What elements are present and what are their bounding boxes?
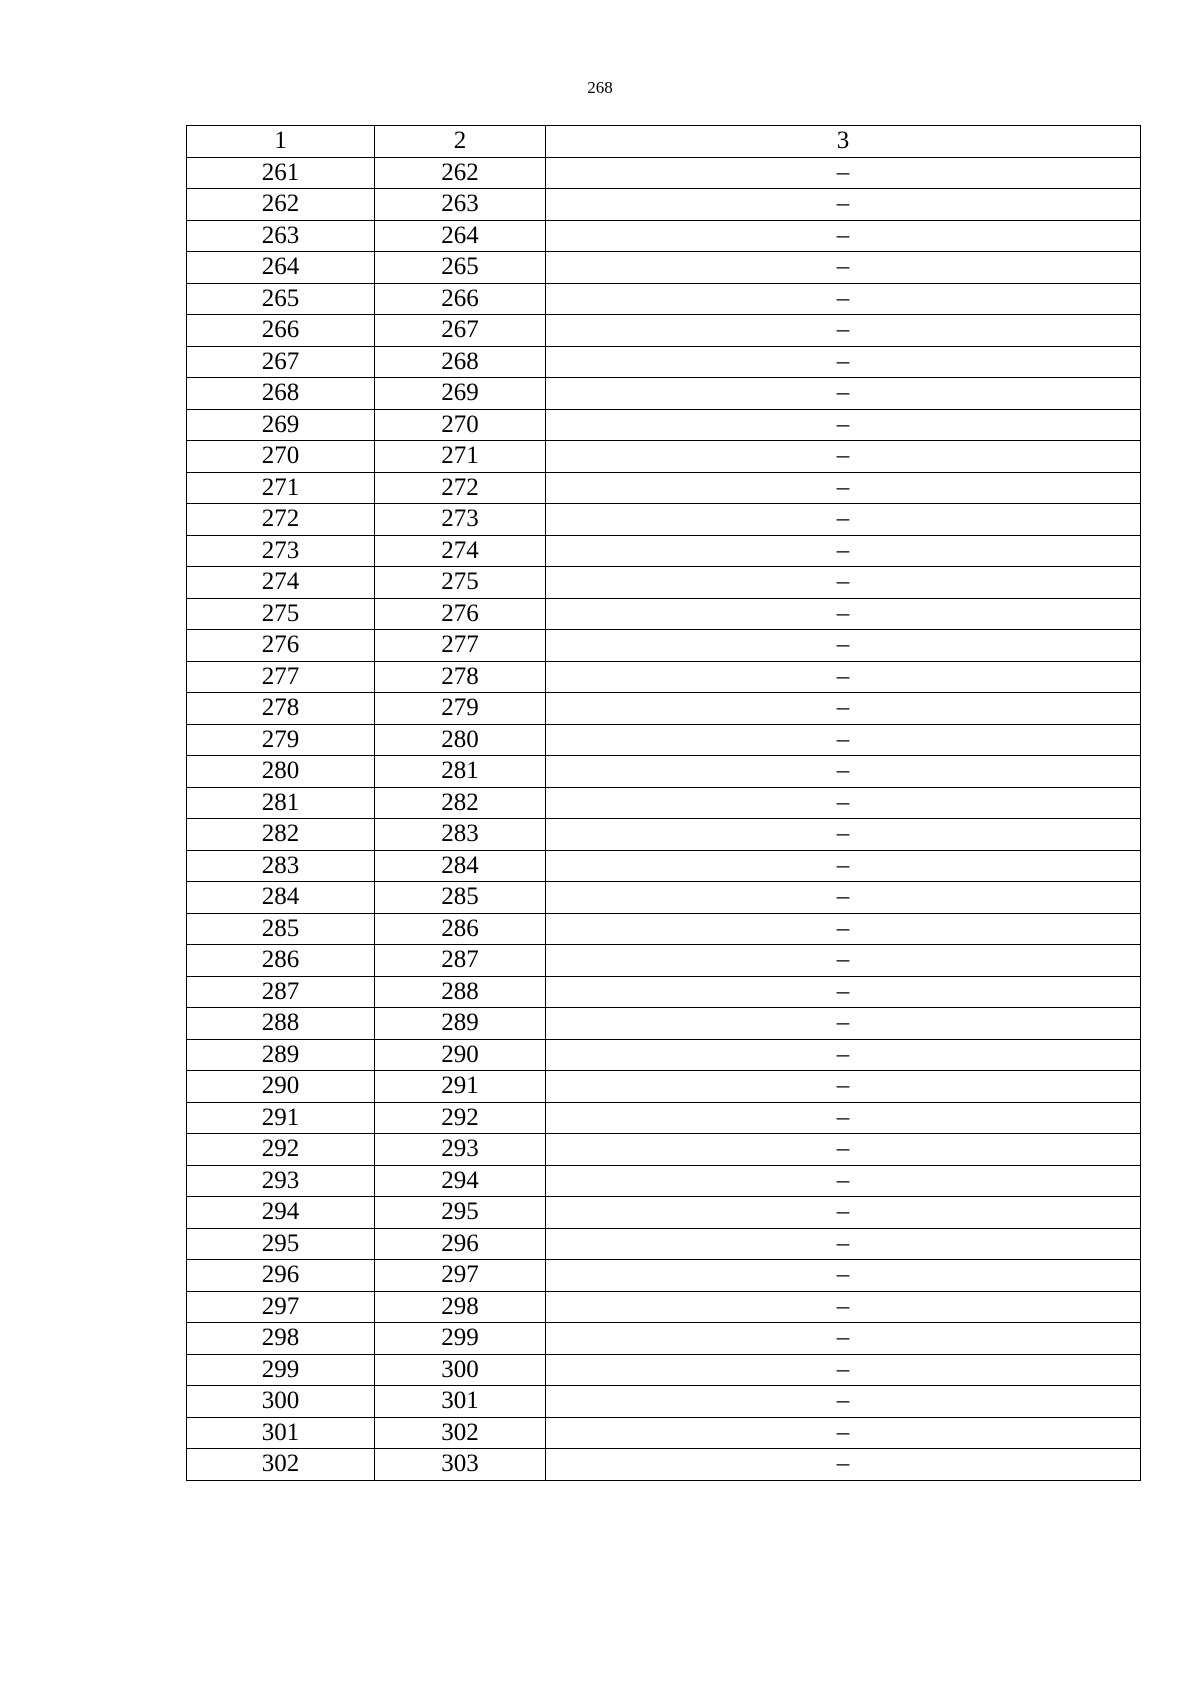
table-row bbox=[187, 850, 1141, 882]
page-number: 268 bbox=[587, 78, 613, 97]
from-cell: 297 bbox=[187, 1291, 375, 1323]
to-cell: 283 bbox=[375, 819, 546, 851]
value-cell: – bbox=[546, 630, 1141, 662]
value-cell: – bbox=[546, 315, 1141, 347]
table-row bbox=[187, 1449, 1141, 1481]
value-cell: – bbox=[546, 724, 1141, 756]
from-cell: 261 bbox=[187, 157, 375, 189]
to-cell: 265 bbox=[375, 252, 546, 284]
value-cell: – bbox=[546, 441, 1141, 473]
table-row bbox=[187, 472, 1141, 504]
from-cell: 268 bbox=[187, 378, 375, 410]
table-row bbox=[187, 189, 1141, 221]
to-cell: 284 bbox=[375, 850, 546, 882]
table-row bbox=[187, 157, 1141, 189]
value-cell: – bbox=[546, 598, 1141, 630]
from-cell: 291 bbox=[187, 1102, 375, 1134]
to-cell: 271 bbox=[375, 441, 546, 473]
from-cell: 271 bbox=[187, 472, 375, 504]
to-cell: 269 bbox=[375, 378, 546, 410]
to-cell: 288 bbox=[375, 976, 546, 1008]
value-cell: – bbox=[546, 1102, 1141, 1134]
to-cell: 267 bbox=[375, 315, 546, 347]
value-cell: – bbox=[546, 693, 1141, 725]
table-row bbox=[187, 1071, 1141, 1103]
to-cell: 302 bbox=[375, 1417, 546, 1449]
from-cell: 275 bbox=[187, 598, 375, 630]
to-cell: 290 bbox=[375, 1039, 546, 1071]
to-cell: 272 bbox=[375, 472, 546, 504]
table-row bbox=[187, 1386, 1141, 1418]
table-row bbox=[187, 1039, 1141, 1071]
table-row bbox=[187, 882, 1141, 914]
value-cell: – bbox=[546, 567, 1141, 599]
table-body bbox=[187, 126, 1141, 1481]
value-cell: – bbox=[546, 378, 1141, 410]
to-cell: 300 bbox=[375, 1354, 546, 1386]
table-row bbox=[187, 693, 1141, 725]
value-cell: – bbox=[546, 913, 1141, 945]
to-cell: 286 bbox=[375, 913, 546, 945]
table-row bbox=[187, 630, 1141, 662]
table-row bbox=[187, 945, 1141, 977]
from-cell: 274 bbox=[187, 567, 375, 599]
value-cell: – bbox=[546, 787, 1141, 819]
table-row bbox=[187, 1134, 1141, 1166]
to-cell: 301 bbox=[375, 1386, 546, 1418]
to-cell: 289 bbox=[375, 1008, 546, 1040]
table-row bbox=[187, 220, 1141, 252]
value-cell: – bbox=[546, 472, 1141, 504]
value-cell: – bbox=[546, 1134, 1141, 1166]
table-row bbox=[187, 1323, 1141, 1355]
table-row bbox=[187, 787, 1141, 819]
to-cell: 292 bbox=[375, 1102, 546, 1134]
from-cell: 285 bbox=[187, 913, 375, 945]
from-cell: 269 bbox=[187, 409, 375, 441]
value-cell: – bbox=[546, 945, 1141, 977]
table-row bbox=[187, 252, 1141, 284]
from-cell: 301 bbox=[187, 1417, 375, 1449]
value-cell: – bbox=[546, 976, 1141, 1008]
value-cell: – bbox=[546, 504, 1141, 536]
value-cell: – bbox=[546, 189, 1141, 221]
table-row bbox=[187, 756, 1141, 788]
to-cell: 274 bbox=[375, 535, 546, 567]
table-row bbox=[187, 315, 1141, 347]
to-cell: 264 bbox=[375, 220, 546, 252]
value-cell: – bbox=[546, 346, 1141, 378]
from-cell: 267 bbox=[187, 346, 375, 378]
table-row bbox=[187, 819, 1141, 851]
value-cell: – bbox=[546, 220, 1141, 252]
table-row bbox=[187, 1291, 1141, 1323]
from-cell: 289 bbox=[187, 1039, 375, 1071]
table-header-row bbox=[187, 126, 1141, 158]
to-cell: 273 bbox=[375, 504, 546, 536]
to-cell: 291 bbox=[375, 1071, 546, 1103]
from-cell: 298 bbox=[187, 1323, 375, 1355]
value-cell: – bbox=[546, 1323, 1141, 1355]
value-cell: – bbox=[546, 1228, 1141, 1260]
value-cell: – bbox=[546, 252, 1141, 284]
from-cell: 296 bbox=[187, 1260, 375, 1292]
from-cell: 277 bbox=[187, 661, 375, 693]
value-cell: – bbox=[546, 1039, 1141, 1071]
from-cell: 266 bbox=[187, 315, 375, 347]
table-row bbox=[187, 724, 1141, 756]
from-cell: 292 bbox=[187, 1134, 375, 1166]
to-cell: 285 bbox=[375, 882, 546, 914]
table-container bbox=[186, 125, 1140, 1481]
to-cell: 276 bbox=[375, 598, 546, 630]
from-cell: 282 bbox=[187, 819, 375, 851]
table-row bbox=[187, 441, 1141, 473]
value-cell: – bbox=[546, 850, 1141, 882]
from-cell: 288 bbox=[187, 1008, 375, 1040]
value-cell: – bbox=[546, 1071, 1141, 1103]
value-cell: – bbox=[546, 1354, 1141, 1386]
value-cell: – bbox=[546, 1417, 1141, 1449]
from-cell: 284 bbox=[187, 882, 375, 914]
to-cell: 281 bbox=[375, 756, 546, 788]
value-cell: – bbox=[546, 1008, 1141, 1040]
value-cell: – bbox=[546, 882, 1141, 914]
table-row bbox=[187, 976, 1141, 1008]
table-row bbox=[187, 1354, 1141, 1386]
from-cell: 290 bbox=[187, 1071, 375, 1103]
table-row bbox=[187, 535, 1141, 567]
value-cell: – bbox=[546, 283, 1141, 315]
value-cell: – bbox=[546, 1386, 1141, 1418]
to-cell: 297 bbox=[375, 1260, 546, 1292]
from-cell: 276 bbox=[187, 630, 375, 662]
table-row bbox=[187, 598, 1141, 630]
to-cell: 293 bbox=[375, 1134, 546, 1166]
column-header-2: 2 bbox=[375, 126, 546, 158]
from-cell: 281 bbox=[187, 787, 375, 819]
to-cell: 296 bbox=[375, 1228, 546, 1260]
to-cell: 279 bbox=[375, 693, 546, 725]
table-row bbox=[187, 378, 1141, 410]
value-cell: – bbox=[546, 819, 1141, 851]
table-row bbox=[187, 1417, 1141, 1449]
from-cell: 273 bbox=[187, 535, 375, 567]
from-cell: 299 bbox=[187, 1354, 375, 1386]
to-cell: 278 bbox=[375, 661, 546, 693]
value-cell: – bbox=[546, 535, 1141, 567]
value-cell: – bbox=[546, 1449, 1141, 1481]
table-row bbox=[187, 346, 1141, 378]
from-cell: 287 bbox=[187, 976, 375, 1008]
table-row bbox=[187, 1228, 1141, 1260]
from-cell: 295 bbox=[187, 1228, 375, 1260]
to-cell: 262 bbox=[375, 157, 546, 189]
to-cell: 277 bbox=[375, 630, 546, 662]
from-cell: 279 bbox=[187, 724, 375, 756]
to-cell: 266 bbox=[375, 283, 546, 315]
to-cell: 287 bbox=[375, 945, 546, 977]
from-cell: 286 bbox=[187, 945, 375, 977]
value-cell: – bbox=[546, 409, 1141, 441]
value-cell: – bbox=[546, 1197, 1141, 1229]
from-cell: 293 bbox=[187, 1165, 375, 1197]
value-cell: – bbox=[546, 661, 1141, 693]
to-cell: 298 bbox=[375, 1291, 546, 1323]
value-cell: – bbox=[546, 157, 1141, 189]
value-cell: – bbox=[546, 1260, 1141, 1292]
table-row bbox=[187, 567, 1141, 599]
column-header-3: 3 bbox=[546, 126, 1141, 158]
value-cell: – bbox=[546, 756, 1141, 788]
to-cell: 263 bbox=[375, 189, 546, 221]
table-row bbox=[187, 409, 1141, 441]
from-cell: 283 bbox=[187, 850, 375, 882]
table-row bbox=[187, 504, 1141, 536]
to-cell: 268 bbox=[375, 346, 546, 378]
table-row bbox=[187, 1165, 1141, 1197]
table-row bbox=[187, 1008, 1141, 1040]
from-cell: 300 bbox=[187, 1386, 375, 1418]
from-cell: 264 bbox=[187, 252, 375, 284]
to-cell: 270 bbox=[375, 409, 546, 441]
to-cell: 282 bbox=[375, 787, 546, 819]
from-cell: 272 bbox=[187, 504, 375, 536]
from-cell: 294 bbox=[187, 1197, 375, 1229]
table-row bbox=[187, 283, 1141, 315]
from-cell: 280 bbox=[187, 756, 375, 788]
to-cell: 275 bbox=[375, 567, 546, 599]
column-header-1: 1 bbox=[187, 126, 375, 158]
value-cell: – bbox=[546, 1165, 1141, 1197]
data-table bbox=[186, 125, 1141, 1481]
table-row bbox=[187, 661, 1141, 693]
from-cell: 278 bbox=[187, 693, 375, 725]
from-cell: 263 bbox=[187, 220, 375, 252]
from-cell: 262 bbox=[187, 189, 375, 221]
table-row bbox=[187, 1102, 1141, 1134]
from-cell: 265 bbox=[187, 283, 375, 315]
value-cell: – bbox=[546, 1291, 1141, 1323]
to-cell: 294 bbox=[375, 1165, 546, 1197]
to-cell: 295 bbox=[375, 1197, 546, 1229]
from-cell: 270 bbox=[187, 441, 375, 473]
to-cell: 280 bbox=[375, 724, 546, 756]
table-row bbox=[187, 913, 1141, 945]
table-row bbox=[187, 1260, 1141, 1292]
to-cell: 303 bbox=[375, 1449, 546, 1481]
table-row bbox=[187, 1197, 1141, 1229]
to-cell: 299 bbox=[375, 1323, 546, 1355]
from-cell: 302 bbox=[187, 1449, 375, 1481]
